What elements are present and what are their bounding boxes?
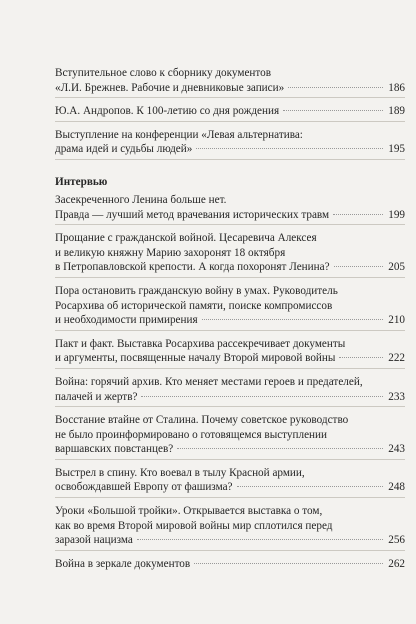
toc-entry-last-line [55,104,405,119]
toc-section-interviews [55,193,405,573]
toc-entry-title: «Л.И. Брежнев. Рабочие и дневниковые записи» [55,81,285,94]
page-number: 199 [388,208,405,221]
toc-entry [55,231,405,278]
page-number: 189 [388,105,405,118]
toc-entry [55,337,405,369]
toc-entry-title: варшавских повстанцев? [55,443,174,456]
toc-entry-last-line [55,351,405,366]
toc-entry [55,375,405,407]
toc-entry-line: Росархива об исторической памяти, поиске компромиссов [55,299,333,312]
toc-entry-last-line [55,142,405,157]
toc-entry [55,557,405,574]
toc-entry-line: Война: горячий архив. Кто меняет местами героев и предателей, [55,375,363,388]
toc-entry-last-line [55,480,405,495]
dot-leader [141,396,383,397]
toc-entry-last-line [55,557,405,572]
dot-leader [237,486,383,487]
toc-entry-last-line [55,208,405,223]
toc-entry-line: Засекреченного Ленина больше нет. [55,193,227,206]
toc-entry-line: Пора остановить гражданскую войну в умах. Руководитель [55,284,338,297]
toc-entry-title: палачей и жертв? [55,390,138,403]
toc-entry-line: Пакт и факт. Выставка Росархива рассекречивает документы [55,337,346,350]
toc-entry-title: освобождавшей Европу от фашизма? [55,481,233,494]
toc-entry-last-line [55,81,405,96]
page-number: 248 [388,481,405,494]
toc-entry [55,504,405,551]
table-of-contents [55,66,405,579]
toc-entry [55,284,405,331]
toc-entry-last-line [55,260,405,275]
dot-leader [333,214,383,215]
toc-entry-line: Восстание втайне от Сталина. Почему советское руководство [55,414,349,427]
toc-section-speeches [55,66,405,160]
dot-leader [334,266,383,267]
toc-entry-line: как во время Второй мировой войны мир сплотился перед [55,519,333,532]
dot-leader [137,539,383,540]
dot-leader [196,148,383,149]
toc-entry-last-line [55,533,405,548]
toc-entry-title: Ю.А. Андропов. К 100-летию со дня рождения [55,105,280,118]
toc-entry [55,104,405,122]
section-heading-interviews: Интервью [55,175,108,188]
toc-entry-title: Правда — лучший метод врачевания исторических травм [55,208,330,221]
page-number: 186 [388,81,405,94]
toc-entry-last-line [55,313,405,328]
toc-entry-line: Выступление на конференции «Левая альтернатива: [55,128,303,141]
toc-entry-line: Уроки «Большой тройки». Открывается выставка о том, [55,505,323,518]
page-number: 205 [388,261,405,274]
page-number: 262 [388,557,405,570]
dot-leader [288,87,383,88]
toc-entry-title: Война в зеркале документов [55,557,191,570]
page-number: 195 [388,143,405,156]
toc-entry-line: Выстрел в спину. Кто воевал в тылу Красной армии, [55,466,305,479]
toc-entry-title: и необходимости примирения [55,314,198,327]
dot-leader [194,563,383,564]
page-number: 210 [388,314,405,327]
toc-entry [55,128,405,160]
toc-entry-title: и аргументы, посвященные началу Второй мировой войны [55,352,336,365]
page-number: 233 [388,390,405,403]
dot-leader [202,319,383,320]
toc-entry-title: в Петропавловской крепости. А когда похоронят Ленина? [55,261,330,274]
dot-leader [283,110,383,111]
toc-entry-line: и великую княжну Марию захоронят 18 октября [55,246,286,259]
toc-entry [55,466,405,498]
toc-entry-last-line [55,442,405,457]
toc-entry [55,66,405,98]
toc-entry-line: не было проинформировано о готовящемся выступлении [55,428,328,441]
dot-leader [177,448,383,449]
dot-leader [339,357,383,358]
toc-entry-last-line [55,390,405,405]
toc-entry-line: Прощание с гражданской войной. Цесаревича Алексея [55,232,317,245]
toc-entry [55,413,405,460]
toc-entry-line: Вступительное слово к сборнику документов [55,67,272,79]
page-number: 222 [388,352,405,365]
toc-entry-title: заразой нацизма [55,534,133,547]
toc-entry [55,193,405,225]
page-number: 256 [388,534,405,547]
page-number: 243 [388,443,405,456]
toc-entry-title: драма идей и судьбы людей» [55,143,193,156]
